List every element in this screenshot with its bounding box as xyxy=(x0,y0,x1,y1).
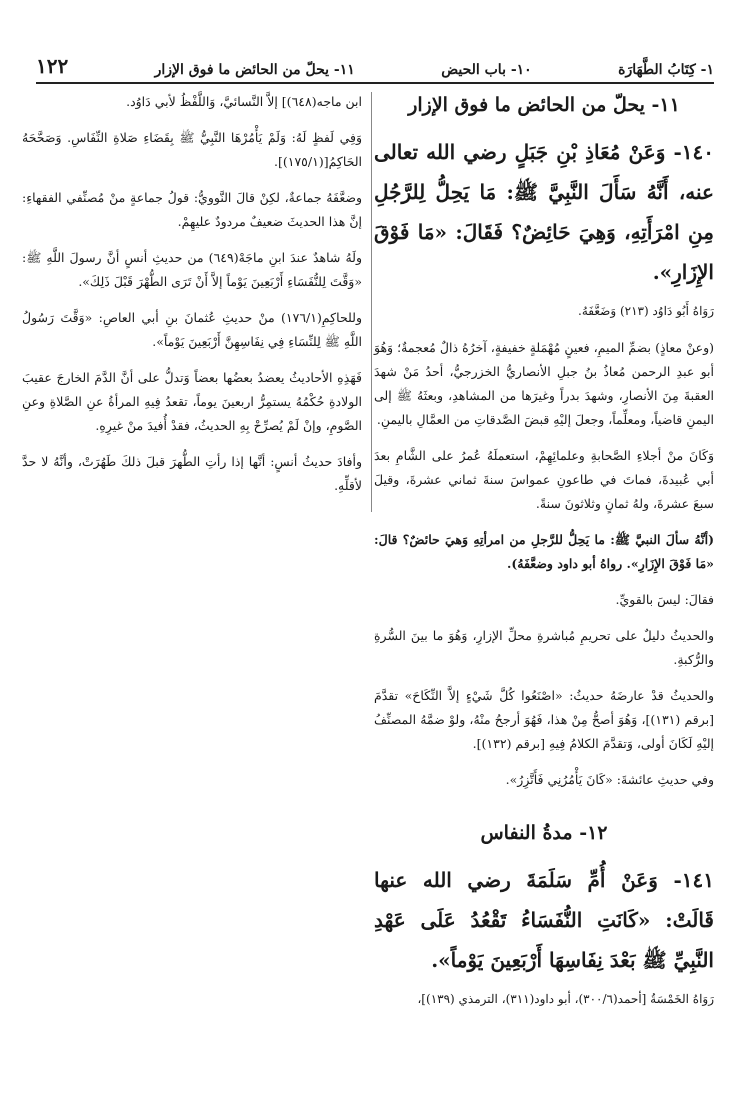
section-heading-11: ١١- يحلّ من الحائض ما فوق الإزار xyxy=(408,94,680,116)
hadith-141-reference: رَوَاهُ الخَمْسَةُ [أحمد(٣٠٠/٦)، أبو داود(٣١١)، الترمذي (١٣٩)]، xyxy=(417,992,714,1006)
commentary-paragraph: والحديثُ دليلٌ على تحريمِ مُباشرةِ محلِّ الإزارِ، وَهُوَ ما بينَ السُّرةِ والرُّكبةِ. xyxy=(374,628,714,667)
commentary-quote: (أنَّهُ سألَ النبيَّ ﷺ: ما يَحِلُّ للرَّجلِ من امرأتِهِ وَهيَ حائضٌ؟ قالَ: «مَا فَوْقَ الإِزَارِ». رواهُ أبو داود وضعَّفَهُ). xyxy=(374,532,714,571)
commentary-paragraph: وَفِي لَفظٍ لَهُ: وَلَمْ يَأْمُرْهَا النَّبِيُّ ﷺ بِقَضَاءِ صَلاةِ النِّفَاسِ. وَصَحَّحَهُ الحَاكِمُ[(١٧٥/١)]. xyxy=(22,130,362,169)
left-column xyxy=(22,90,362,510)
section-title: ١١- يحلّ من الحائض ما فوق الإزار xyxy=(154,62,355,78)
commentary-paragraph: فَهَذِهِ الأحاديثُ يعضدُ بعضُها بعضاً وَتدلُّ على أنَّ الدَّمَ الخارجَ عقيبَ الولادةِ حُكْمُهُ يستمِرُّ اربعينَ يوماً، تقعدُ فِيهِ المرأةُ عنِ الصَّلاةِ وعنِ الصَّومِ، وإنْ لَمْ يُصرِّحْ بِهِ الحديثُ، فقدْ أُفيدَ منْ غيرِهِ. xyxy=(22,370,362,433)
chapter-title: ١٠- باب الحيض xyxy=(441,62,532,78)
commentary-paragraph: وضعَّفَهُ جماعةٌ، لكِنْ قالَ النَّوويُّ: قولُ جماعةٍ منْ مُصنِّفي الفقهاءِ: إنَّ هذا الحديثَ ضعيفٌ مردودٌ عليهِمْ. xyxy=(22,190,362,229)
commentary-paragraph: ابن ماجه(٦٤٨)] إلاَّ النَّسائيَّ، وَاللَّفْظُ لأبي دَاوُد. xyxy=(126,94,362,109)
book-title: ١- كِتَابُ الطَّهَارَة xyxy=(618,62,714,78)
commentary-paragraph: (وعنْ معاذٍ) بضمِّ الميمِ، فعينٍ مُهْمَلةٍ خفيفةٍ، آخرُهُ ذالٌ مُعجمةٌ؛ وَهُوَ أبو عبدِ الرحمن مُعاذُ بنُ جبلِ الأنصاريُّ الخزرجيُّ، أحدُ مَنْ شهدَ العقبةَ مِنَ الأنصارِ، وشهدَ بدراً وغيرَها من المشاهدِ، وبعثَهُ ﷺ إلى اليمنِ قاضياً، ومعلِّماً، وجعلَ إليْهِ قبضَ الصَّدقاتِ من العمَّالِ باليمنِ. xyxy=(374,340,714,427)
commentary-paragraph: وَكَانَ منْ أجلاءِ الصَّحابةِ وعلمائِهِمْ، استعملَهُ عُمرُ على الشَّامِ بعدَ أبي عُبيدةَ، فماتَ في طاعونِ عمواسَ سنةَ ثماني عشرةَ، وقيلَ سبعَ عشرةَ، ولهُ ثمانٍ وثلاثونَ سنةً. xyxy=(374,448,714,511)
commentary-paragraph: وفي حديثِ عائشةَ: «كَانَ يَأْمُرُنِي فَأَتَّزِرُ». xyxy=(505,772,714,787)
page-header xyxy=(36,52,714,84)
commentary-paragraph: ولَهُ شاهدٌ عندَ ابنِ ماجَهْ(٦٤٩) من حديثِ أنسٍ أنَّ رسولَ اللَّهِ ﷺ: «وَقَّتَ لِلنُّفَسَاءِ أَرْبَعِينَ يَوْماً إلاَّ أَنْ تَرَى الطُّهْرَ قَبْلَ ذَلِكَ». xyxy=(22,250,362,289)
hadith-140: ١٤٠- وَعَنْ مُعَاذِ بْنِ جَبَلٍ رضي الله تعالى عنه، أَنَّهُ سَأَلَ النَّبِيَّ ﷺ: مَا يَحِلُّ لِلرَّجُلِ مِنِ امْرَأَتِهِ، وَهِيَ حَائِضٌ؟ فَقَالَ: «مَا فَوْقَ الإِزَارِ». xyxy=(374,140,714,284)
right-column xyxy=(374,90,714,1024)
column-divider xyxy=(371,92,372,512)
hadith-140-reference: رَوَاهُ أَبُو دَاوُد (٢١٣) وَضَعَّفَهُ. xyxy=(578,304,714,318)
commentary-paragraph: والحديثُ قدْ عارضَهُ حديثُ: «اصْنَعُوا كُلَّ شَيْءٍ إلاَّ النِّكَاحَ» تقدَّمَ [برقم (١٣١)]، وَهُوَ أصحُّ مِنْ هذا، فَهُوَ أرجحُ منْهُ، ولوْ ضمَّهُ المصنِّفُ إليْهِ لَكَانَ أولى، وَتقدَّمَ الكلامُ فِيهِ [برقم (١٣٢)]. xyxy=(374,688,714,751)
commentary-paragraph: وللحاكِمِ(١٧٦/١) منْ حديثِ عُثمانَ بنِ أبي العاصِ: «وَقَّتَ رَسُولُ اللَّهِ ﷺ لِلنِّسَاءِ فِي نِفَاسِهِنَّ أَرْبَعِينَ يَوْماً». xyxy=(22,310,362,349)
commentary-paragraph: وأفادَ حديثُ أنسٍ: أنَّها إذا رأتِ الطُّهرَ قبلَ ذلكَ طَهُرَتْ، وأنَّهُ لا حدَّ لأقلِّهِ. xyxy=(22,454,362,493)
section-heading-12: ١٢- مدةُ النفاس xyxy=(480,822,608,844)
page-number: ١٢٢ xyxy=(36,54,69,78)
commentary-paragraph: فقالَ: ليسَ بالقويِّ. xyxy=(615,592,714,607)
hadith-141: ١٤١- وَعَنْ أُمِّ سَلَمَةَ رضي الله عنها قَالَتْ: «كَانَتِ النُّفَسَاءُ تَقْعُدُ عَلَى عَهْدِ النَّبِيِّ ﷺ بَعْدَ نِفَاسِهَا أَرْبَعِينَ يَوْماً». xyxy=(374,868,714,972)
